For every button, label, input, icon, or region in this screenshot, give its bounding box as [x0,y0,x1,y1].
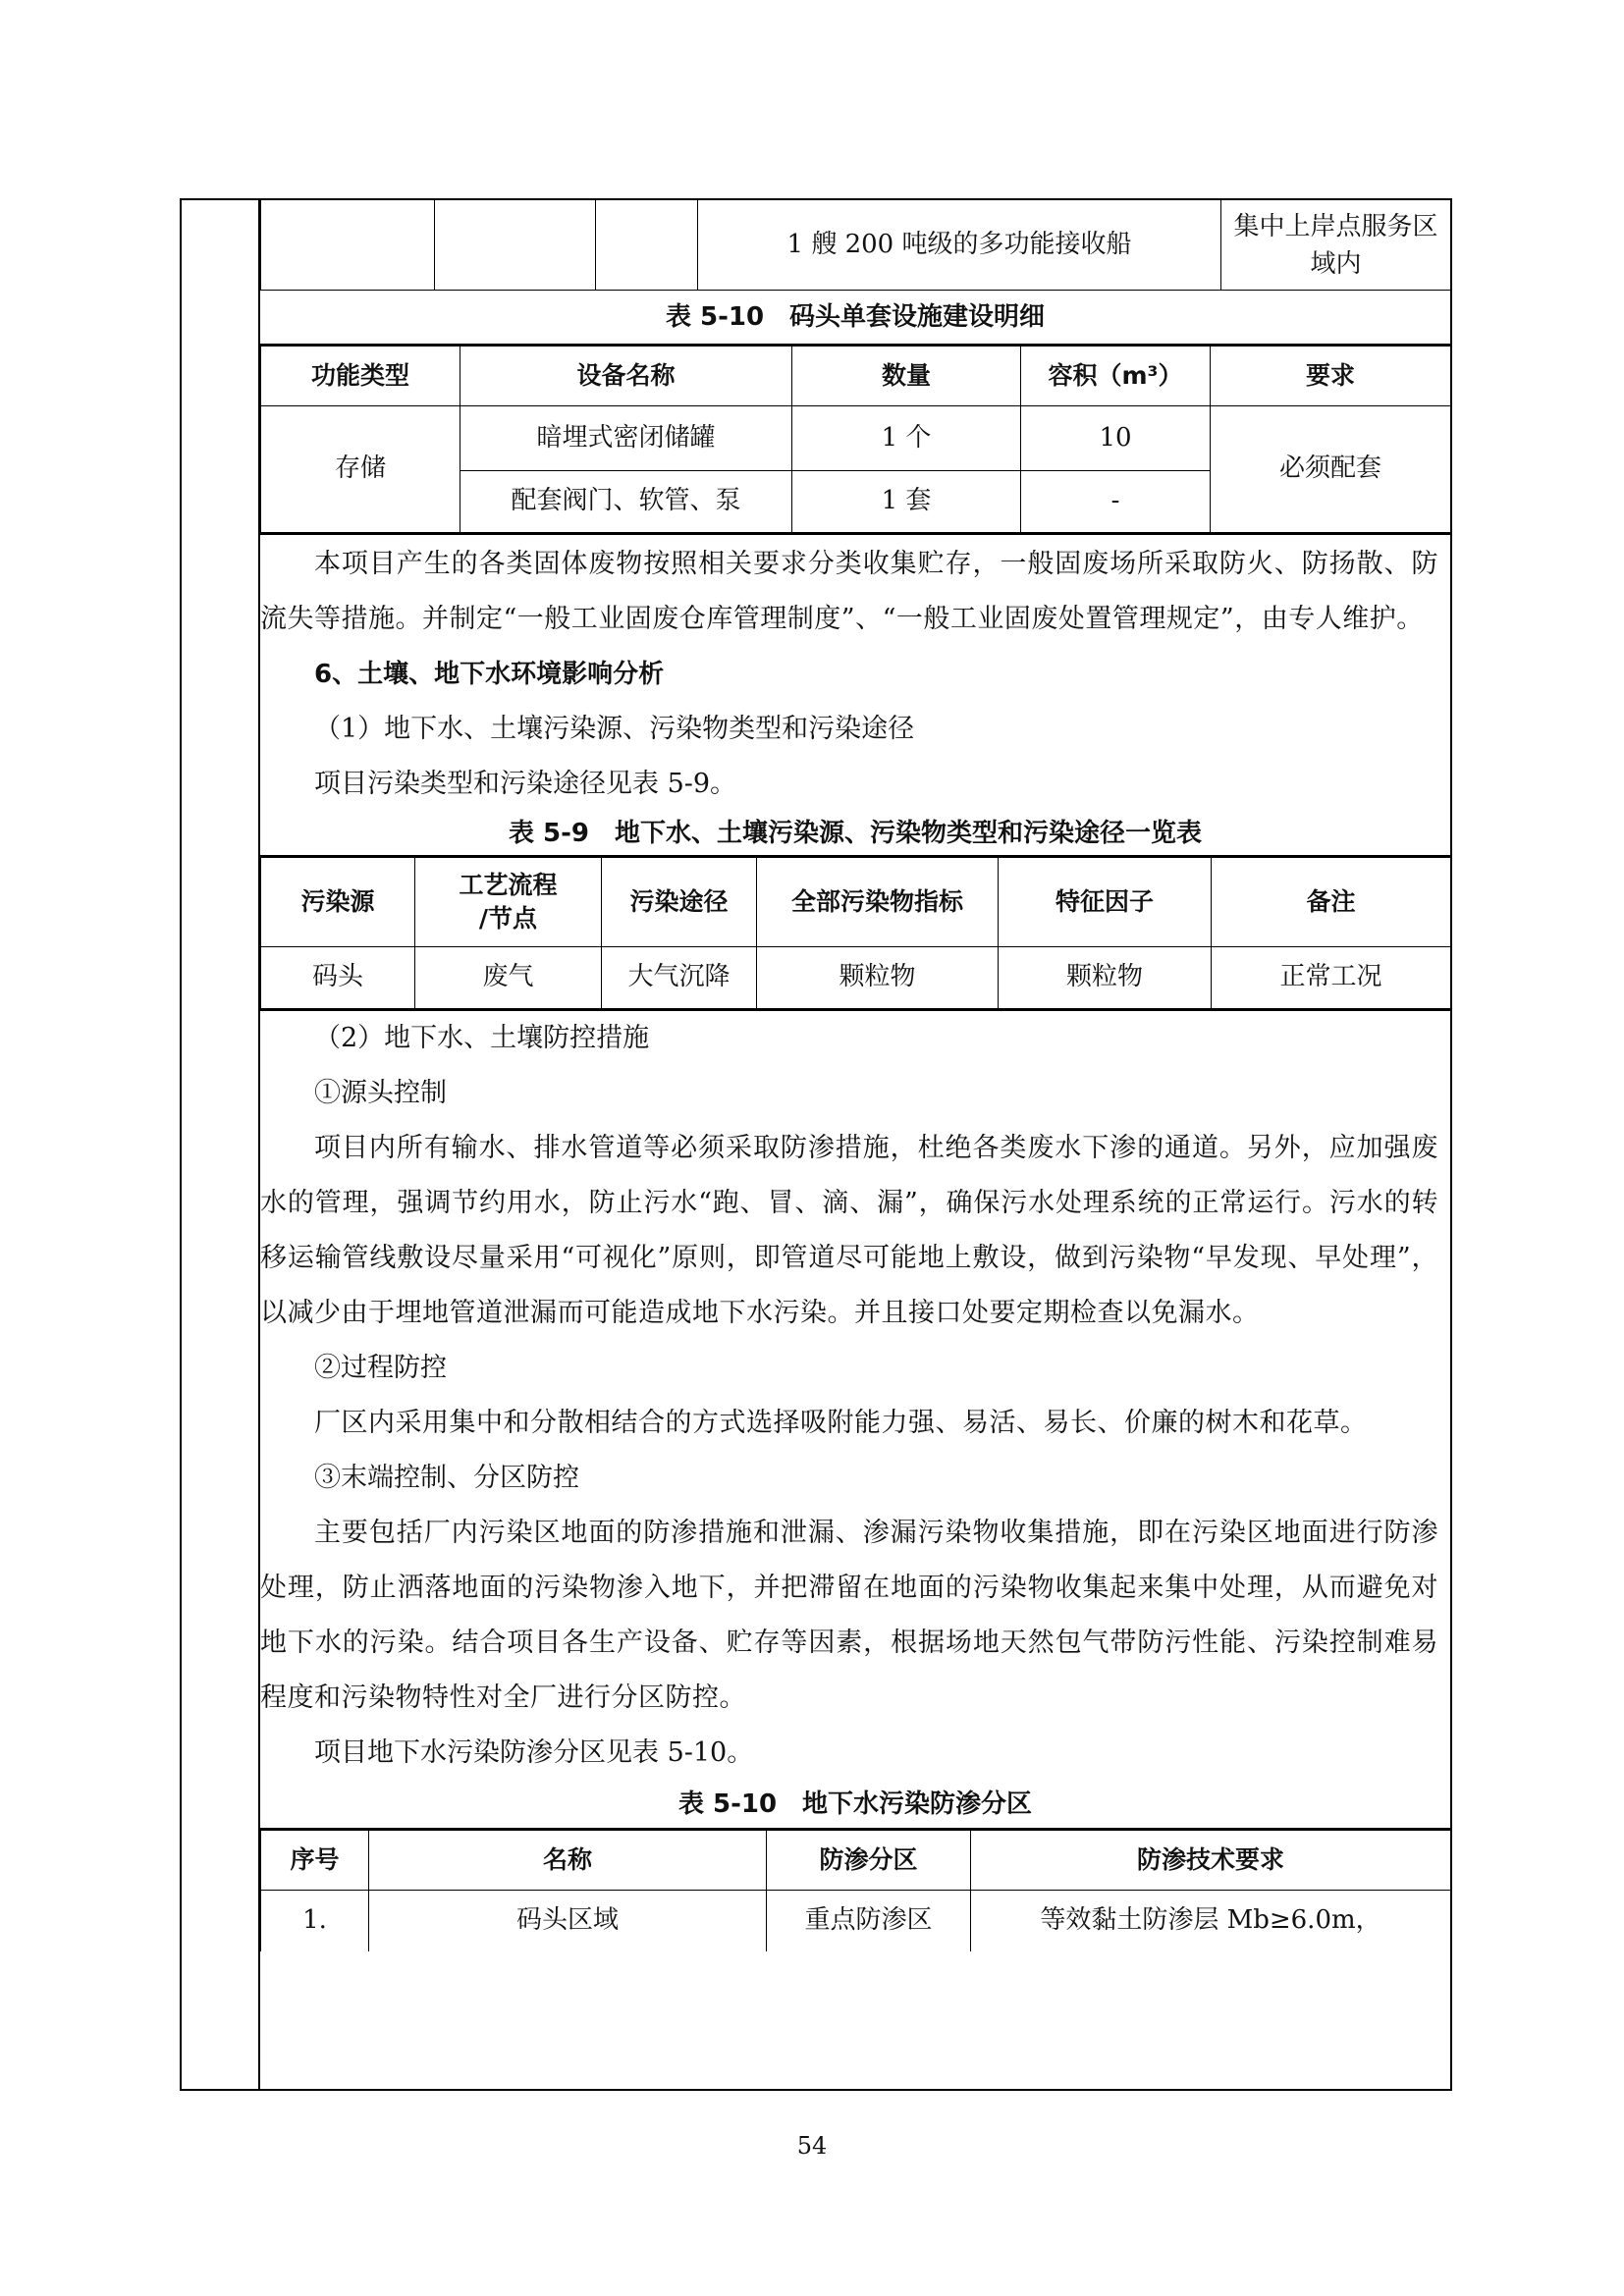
header-name: 名称 [369,1830,767,1891]
table-title-510b: 表 5-10 地下水污染防渗分区 [677,1789,1033,1819]
requirement-cell: 必须配套 [1211,406,1451,534]
cell-requirement: 等效黏土防渗层 Mb≥6.0m， [971,1891,1451,1951]
reference-text: 项目地下水污染防渗分区见表 5-10。 [314,1737,754,1768]
subsection-title: （1）地下水、土壤污染源、污染物类型和污染途径 [314,714,915,744]
seepage-zone-table [260,1828,1451,1951]
subsection-title: （2）地下水、土壤防控措施 [314,1023,650,1053]
header-characteristic-factor: 特征因子 [999,857,1212,947]
table-title-59: 表 5-9 地下水、土壤污染源、污染物类型和污染途径一览表 [508,819,1203,848]
cell-indicators: 颗粒物 [757,947,999,1010]
header-process-line2: /节点 [478,904,538,933]
function-type-cell: 存储 [261,406,460,534]
empty-cell [596,200,698,291]
cell-serial: 1. [261,1891,369,1951]
cell-zone: 重点防渗区 [767,1891,971,1951]
empty-cell [261,200,435,291]
process-control-paragraph: 厂区内采用集中和分散相结合的方式选择吸附能力强、易活、易长、价廉的树木和花草。 [314,1408,1368,1438]
header-remarks: 备注 [1212,857,1451,947]
header-process-line1: 工艺流程 [459,871,558,900]
header-serial-number: 序号 [261,1830,369,1891]
header-technical-requirement: 防渗技术要求 [971,1830,1451,1891]
item-title-source-control: ①源头控制 [314,1078,447,1108]
equipment-qty: 1 套 [792,471,1021,534]
cell-source: 码头 [261,947,415,1010]
header-requirement: 要求 [1211,346,1451,406]
header-quantity: 数量 [792,346,1021,406]
table-title-510a: 表 5-10 码头单套设施建设明细 [665,302,1046,332]
header-all-indicators: 全部污染物指标 [757,857,999,947]
equipment-name: 暗埋式密闭储罐 [460,406,792,471]
reference-text: 项目污染类型和污染途径见表 5-9。 [314,769,737,799]
cell-remarks: 正常工况 [1212,947,1451,1010]
equipment-volume: - [1021,471,1211,534]
solid-waste-paragraph: 本项目产生的各类固体废物按照相关要求分类收集贮存，一般固废场所采取防火、防扬散、防流失等措施。并制定“一般工业固废仓库管理制度”、“一般工业固废处置管理规定”，由专人维护。 [260,549,1438,634]
header-seepage-zone: 防渗分区 [767,1830,971,1891]
header-process-node [415,857,602,947]
equipment-volume: 10 [1021,406,1211,471]
header-function-type: 功能类型 [261,346,460,406]
source-control-paragraph: 项目内所有输水、排水管道等必须采取防渗措施，杜绝各类废水下渗的通道。另外，应加强废水的管理，强调节约用水，防止污水“跑、冒、滴、漏”，确保污水处理系统的正常运行。污水的转移运输管线敷设尽量采用“可视化”原则，即管道尽可能地上敷设，做到污染物“早发现、早处理”，以减少由于埋地管道泄漏而可能造成地下水污染。并且接口处要定期检查以免漏水。 [260,1133,1438,1328]
header-volume: 容积（m³） [1021,346,1211,406]
pollution-pathway-table [260,855,1451,1011]
main-content [260,200,1450,1951]
top-continuation-table [260,200,1451,291]
empty-cell [435,200,596,291]
header-pollution-source: 污染源 [261,857,415,947]
section-heading: 6、土壤、地下水环境影响分析 [314,660,665,689]
header-pathway: 污染途径 [602,857,757,947]
item-title-process-control: ②过程防控 [314,1353,447,1383]
wharf-facility-table [260,344,1451,535]
cell-process: 废气 [415,947,602,1010]
vessel-description: 1 艘 200 吨级的多功能接收船 [698,200,1221,291]
cell-pathway: 大气沉降 [602,947,757,1010]
cell-factor: 颗粒物 [999,947,1212,1010]
equipment-qty: 1 个 [792,406,1021,471]
item-title-end-control: ③末端控制、分区防控 [314,1463,579,1493]
page-number: 54 [796,2132,828,2160]
service-area-note: 集中上岸点服务区域内 [1221,200,1451,291]
equipment-name: 配套阀门、软管、泵 [460,471,792,534]
header-equipment-name: 设备名称 [460,346,792,406]
end-control-paragraph: 主要包括厂内污染区地面的防渗措施和泄漏、渗漏污染物收集措施，即在污染区地面进行防渗处理，防止洒落地面的污染物渗入地下，并把滞留在地面的污染物收集起来集中处理，从而避免对地下水的污染。结合项目各生产设备、贮存等因素，根据场地天然包气带防污性能、污染控制难易程度和污染物特性对全厂进行分区防控。 [260,1518,1438,1713]
cell-area-name: 码头区域 [369,1891,767,1951]
